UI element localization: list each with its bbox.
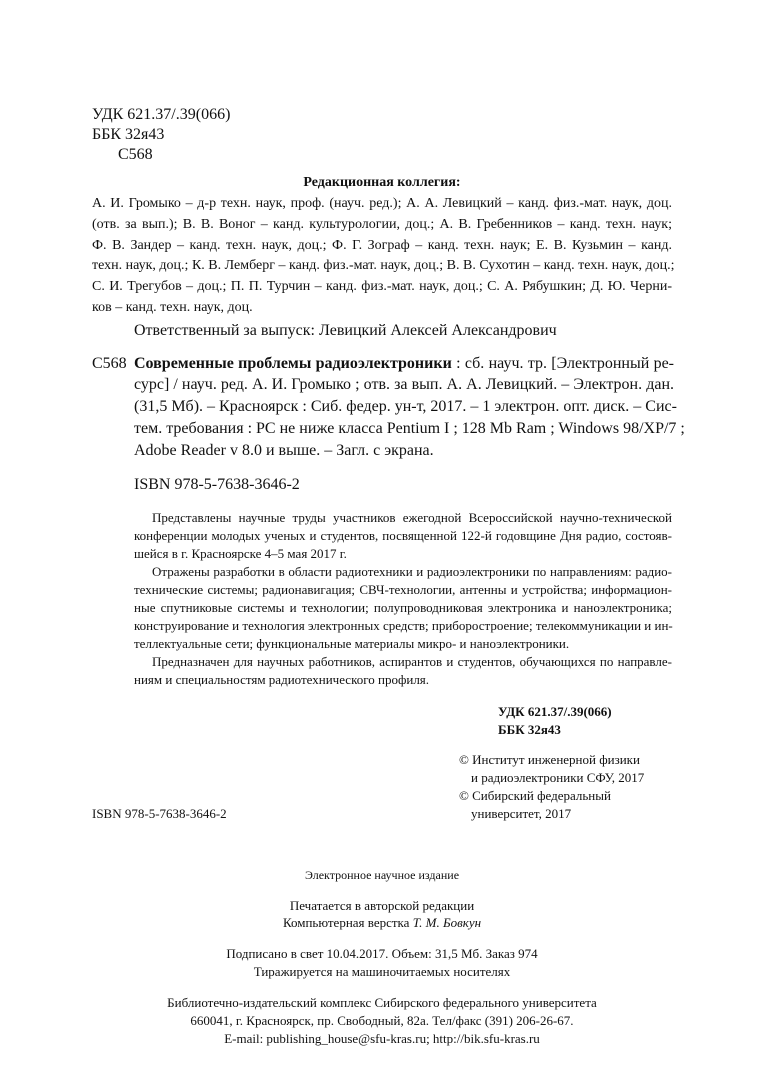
board-line: (отв. за вып.); В. В. Воног – канд. культурологии, доц.; А. В. Гребенников – канд. техн. наук; — [92, 217, 672, 232]
copies-info: Тиражируется на машиночитаемых носителях — [253, 964, 511, 979]
abstract-line: Предназначен для научных работников, аспирантов и студентов, обучающихся по направле- — [152, 654, 672, 669]
board-line: А. И. Громыко – д-р техн. наук, проф. (науч. ред.); А. А. Левицкий – канд. физ.-мат. наук, доц. — [92, 196, 672, 211]
right-udk: УДК 621.37/.39(066) — [498, 704, 612, 719]
abstract-line: теллектуальные сети; функциональные материалы микро- и наноэлектроники. — [134, 636, 570, 651]
abstract-line: шейся в г. Красноярске 4–5 мая 2017 г. — [134, 546, 347, 561]
board-line: ков – канд. техн. наук, доц. — [92, 300, 253, 315]
board-line: техн. наук, доц.; К. В. Лемберг – канд. физ.-мат. наук, доц.; В. В. Сухотин – канд. техн. наук, доц.; — [92, 258, 675, 273]
right-bbk: ББК 32я43 — [498, 722, 561, 737]
bib-line: сурс] / науч. ред. А. И. Громыко ; отв. за вып. А. А. Левицкий. – Электрон. дан. — [134, 376, 674, 393]
bib-title: Современные проблемы радиоэлектроники — [134, 355, 452, 372]
copyright-institute: © Институт инженерной физики — [459, 752, 640, 767]
abstract-line: технические системы; радионавигация; СВЧ-технологии, антенны и устройства; информацион- — [134, 582, 672, 597]
copyright-university-cont: университет, 2017 — [471, 806, 572, 821]
publisher-name: Библиотечно-издательский комплекс Сибирского федерального университета — [167, 995, 597, 1010]
bib-line-first — [134, 353, 674, 375]
abstract-line: ные спутниковые системы и технологии; полупроводниковая электроника и наноэлектроника; — [134, 600, 672, 615]
copyright-institute-cont: и радиоэлектроники СФУ, 2017 — [471, 770, 645, 785]
publisher-address: 660041, г. Красноярск, пр. Свободный, 82а. Тел/факс (391) 206-26-67. — [190, 1013, 574, 1028]
copyright-university: © Сибирский федеральный — [459, 788, 611, 803]
abstract-line: конструирование и технология электронных средств; приборостроение; телекоммуникации и ин- — [134, 618, 673, 633]
layout-credit — [0, 914, 764, 932]
author-edition: Печатается в авторской редакции — [289, 898, 475, 913]
bib-isbn: ISBN 978-5-7638-3646-2 — [134, 476, 300, 493]
signed-info: Подписано в свет 10.04.2017. Объем: 31,5 Мб. Заказ 974 — [226, 946, 538, 961]
layout-label: Компьютерная верстка — [282, 915, 413, 930]
bib-line: тем. требования : PC не ниже класса Pentium I ; 128 Mb Ram ; Windows 98/XP/7 ; — [134, 420, 685, 437]
udk-code: УДК 621.37/.39(066) — [92, 106, 231, 123]
bib-line: (31,5 Мб). – Красноярск : Сиб. федер. ун-т, 2017. – 1 электрон. опт. диск. – Сис- — [134, 398, 677, 415]
responsible-editor: Ответственный за выпуск: Левицкий Алексей Александрович — [134, 322, 557, 339]
abstract-line: Отражены разработки в области радиотехники и радиоэлектроники по направлениям: радио- — [152, 564, 672, 579]
bib-code: С568 — [92, 355, 127, 372]
isbn-left: ISBN 978-5-7638-3646-2 — [92, 806, 227, 821]
author-sign-code: С568 — [118, 146, 153, 163]
board-line: С. И. Трегубов – доц.; П. П. Турчин – канд. физ.-мат. наук, доц.; С. А. Рябушкин; Д. Ю. Черни- — [92, 279, 672, 294]
publisher-contacts: E-mail: publishing_house@sfu-kras.ru; http://bik.sfu-kras.ru — [224, 1031, 540, 1046]
board-heading: Редакционная коллегия: — [303, 175, 461, 190]
bib-title-rest: : сб. науч. тр. [Электронный ре- — [451, 355, 674, 372]
bbk-code: ББК 32я43 — [92, 126, 165, 143]
board-line: Ф. В. Зандер – канд. техн. наук, доц.; Ф. Г. Зограф – канд. техн. наук; Е. В. Кузьмин – канд. — [92, 238, 672, 253]
edition-type: Электронное научное издание — [304, 868, 460, 882]
layout-name: Т. М. Бовкун — [412, 915, 482, 930]
abstract-line: конференции молодых ученых и студентов, посвященной 122-й годовщине Дня радио, состояв- — [134, 528, 672, 543]
abstract-line: ниям и специальностям радиотехнического профиля. — [134, 672, 430, 687]
bib-line: Adobe Reader v 8.0 и выше. – Загл. с экрана. — [134, 442, 434, 459]
abstract-line: Представлены научные труды участников ежегодной Всероссийской научно-технической — [152, 510, 672, 525]
